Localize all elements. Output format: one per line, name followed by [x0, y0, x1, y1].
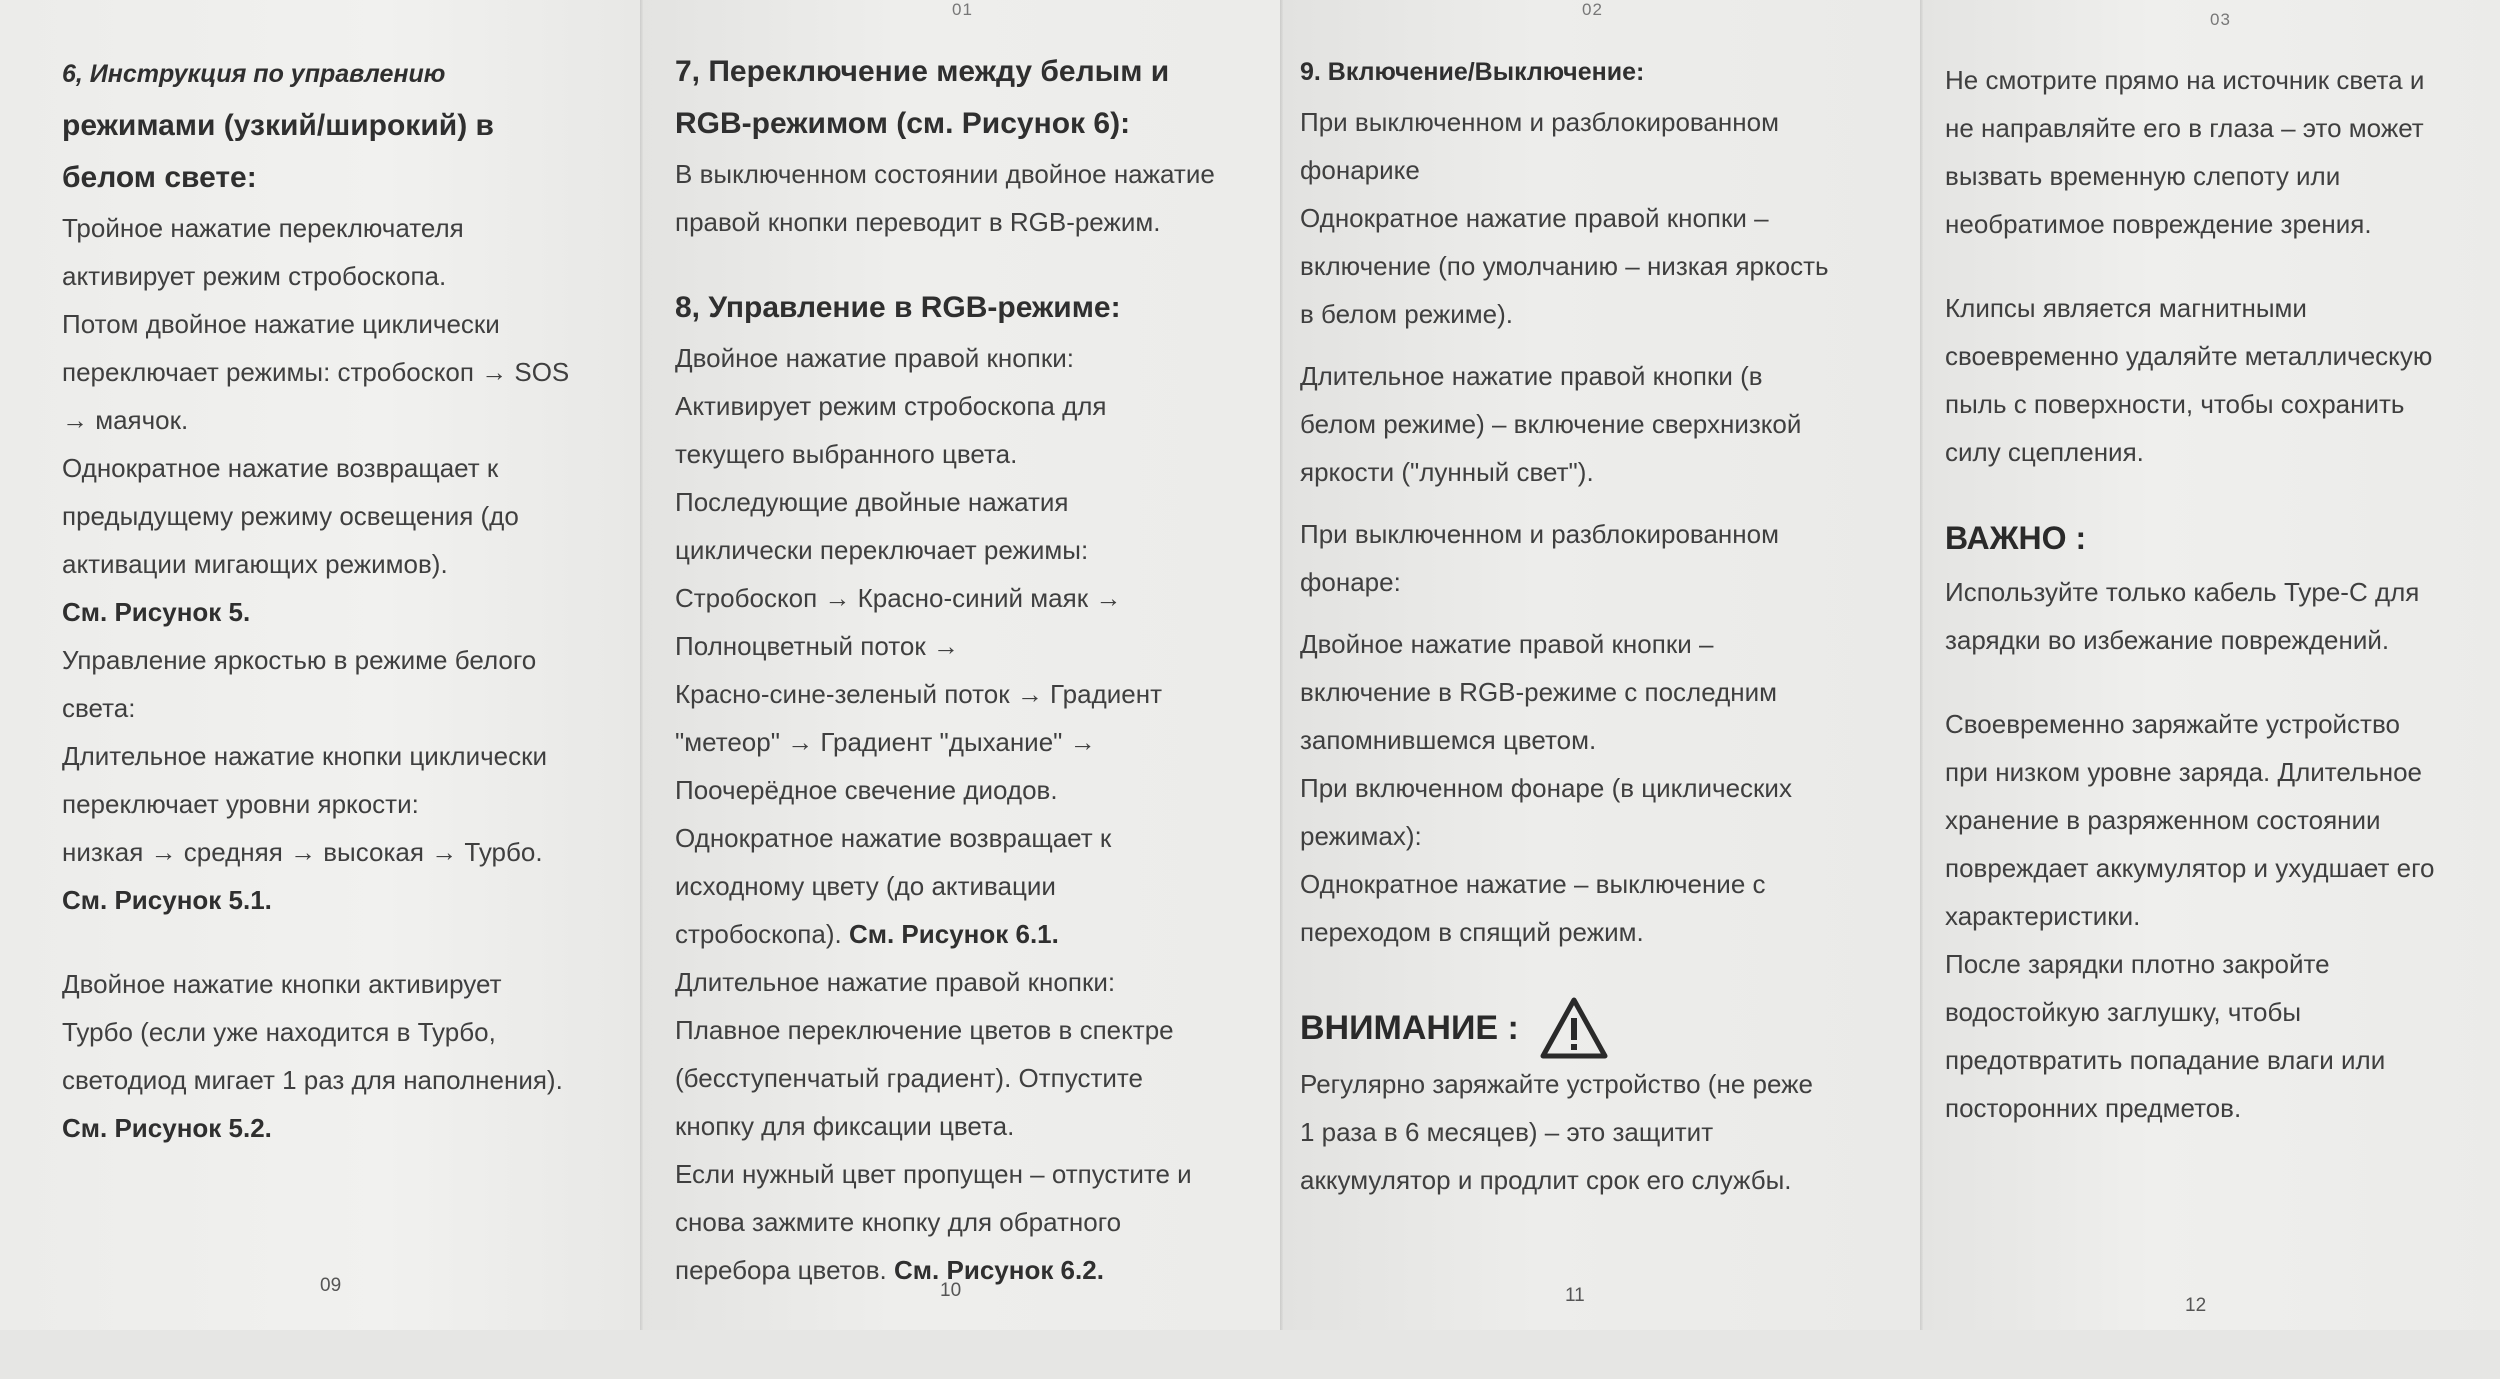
column-3 [1300, 46, 1910, 1204]
text-line: режимах): [1300, 821, 1422, 851]
text-line: вызвать временную слепоту или [1945, 161, 2341, 191]
text-line: необратимое повреждение зрения. [1945, 209, 2372, 239]
section-9-title: 9. Включение/Выключение: [1300, 58, 1645, 86]
fold-line [640, 0, 643, 1330]
fold-line [1280, 0, 1283, 1330]
text-line: циклически переключает режимы: [675, 535, 1089, 565]
section-6-title: белом свете: [62, 161, 257, 194]
text-line: Однократное нажатие возвращает к [675, 823, 1112, 853]
text-line: Длительное нажатие правой кнопки: [675, 967, 1116, 997]
text-line: света: [62, 693, 136, 723]
text-line: пыль с поверхности, чтобы сохранить [1945, 389, 2405, 419]
text-line: Красно-сине-зеленый поток → Градиент [675, 679, 1163, 709]
figure-reference: См. Рисунок 6.2. [894, 1255, 1104, 1285]
section-6-title: режимами (узкий/широкий) в [62, 109, 494, 142]
page-number: 11 [1565, 1285, 1585, 1306]
text-line: Клипсы является магнитными [1945, 293, 2307, 323]
text-line: яркости ("лунный свет"). [1300, 457, 1594, 487]
top-number: 02 [1582, 0, 1603, 19]
text-line: Плавное переключение цветов в спектре [675, 1015, 1174, 1045]
text-line: Потом двойное нажатие циклически [62, 309, 500, 339]
text-line: Тройное нажатие переключателя [62, 213, 464, 243]
figure-reference: См. Рисунок 5.1. [62, 885, 272, 915]
text-line: Однократное нажатие – выключение с [1300, 869, 1766, 899]
text-line: хранение в разряженном состоянии [1945, 805, 2381, 835]
text-line: При выключенном и разблокированном [1300, 519, 1779, 549]
text-line: при низком уровне заряда. Длительное [1945, 757, 2423, 787]
text-line: фонаре: [1300, 567, 1401, 597]
warning-heading [1300, 996, 1910, 1060]
text-segment: перебора цветов. [675, 1255, 887, 1285]
column-1 [62, 48, 632, 1152]
text-line: Управление яркостью в режиме белого [62, 645, 537, 675]
text-line: Активирует режим стробоскопа для [675, 391, 1107, 421]
warning-triangle-icon [1539, 996, 1609, 1060]
text-segment: стробоскопа). [675, 919, 842, 949]
text-line: характеристики. [1945, 901, 2141, 931]
warning-title: ВНИМАНИЕ : [1300, 1009, 1519, 1047]
text-line: предыдущему режиму освещения (до [62, 501, 519, 531]
text-line [675, 1246, 1275, 1294]
column-2 [675, 46, 1275, 1294]
text-line: низкая → средняя → высокая → Турбо. [62, 837, 543, 867]
text-line: После зарядки плотно закройте [1945, 949, 2330, 979]
text-line: При выключенном и разблокированном [1300, 107, 1779, 137]
text-line: Полноцветный поток → [675, 631, 959, 661]
text-line: 1 раза в 6 месяцев) – это защитит [1300, 1117, 1714, 1147]
top-number: 03 [2210, 10, 2231, 29]
text-line: Двойное нажатие правой кнопки – [1300, 629, 1714, 659]
text-line: Однократное нажатие возвращает к [62, 453, 499, 483]
text-line: Двойное нажатие кнопки активирует [62, 969, 502, 999]
figure-reference: См. Рисунок 5.2. [62, 1113, 272, 1143]
text-line: Не смотрите прямо на источник света и [1945, 65, 2425, 95]
page-number: 12 [2185, 1295, 2207, 1316]
section-7-title: RGB-режимом (см. Рисунок 6): [675, 107, 1131, 140]
text-line: Используйте только кабель Type-C для [1945, 577, 2420, 607]
text-line: белом режиме) – включение сверхнизкой [1300, 409, 1802, 439]
text-line: В выключенном состоянии двойное нажатие [675, 159, 1215, 189]
text-line: аккумулятор и продлит срок его службы. [1300, 1165, 1792, 1195]
section-6-title: 6, Инструкция по управлению [62, 60, 446, 88]
text-line: запомнившемся цветом. [1300, 725, 1597, 755]
text-line: переключает режимы: стробоскоп → SOS [62, 357, 570, 387]
text-line: → маячок. [62, 405, 189, 435]
fold-line [1920, 0, 1923, 1330]
text-line: Последующие двойные нажатия [675, 487, 1069, 517]
text-line: силу сцепления. [1945, 437, 2144, 467]
text-line: Однократное нажатие правой кнопки – [1300, 203, 1769, 233]
figure-reference: См. Рисунок 6.1. [848, 919, 1059, 949]
text-line: в белом режиме). [1300, 299, 1514, 329]
section-8-title: 8, Управление в RGB-режиме: [675, 291, 1121, 324]
text-line: светодиод мигает 1 раз для наполнения). [62, 1065, 563, 1095]
text-line: Длительное нажатие кнопки циклически [62, 741, 548, 771]
text-line: "метеор" → Градиент "дыхание" → [675, 727, 1096, 757]
text-line: исходному цвету (до активации [675, 871, 1056, 901]
page-number: 10 [940, 1280, 962, 1301]
text-line: Стробоскоп → Красно-синий маяк → [675, 583, 1122, 613]
text-line: включение в RGB-режиме с последним [1300, 677, 1778, 707]
page-number: 09 [320, 1275, 342, 1296]
column-4 [1945, 56, 2485, 1132]
text-line: Поочерёдное свечение диодов. [675, 775, 1058, 805]
text-line: водостойкую заглушку, чтобы [1945, 997, 2302, 1027]
text-line: кнопку для фиксации цвета. [675, 1111, 1015, 1141]
text-line: активации мигающих режимов). [62, 549, 448, 579]
text-line: предотвратить попадание влаги или [1945, 1045, 2386, 1075]
text-line: Если нужный цвет пропущен – отпустите и [675, 1159, 1192, 1189]
important-heading: ВАЖНО : [1945, 520, 2087, 556]
section-7-title: 7, Переключение между белым и [675, 55, 1170, 88]
text-line: правой кнопки переводит в RGB-режим. [675, 207, 1161, 237]
text-line: Длительное нажатие правой кнопки (в [1300, 361, 1763, 391]
figure-reference: См. Рисунок 5. [62, 597, 251, 627]
text-line: Регулярно заряжайте устройство (не реже [1300, 1069, 1813, 1099]
text-line: фонарике [1300, 155, 1420, 185]
top-number: 01 [952, 0, 973, 19]
text-line: не направляйте его в глаза – это может [1945, 113, 2424, 143]
text-line: зарядки во избежание повреждений. [1945, 625, 2390, 655]
text-line: Двойное нажатие правой кнопки: [675, 343, 1074, 373]
text-line: повреждает аккумулятор и ухудшает его [1945, 853, 2435, 883]
text-line: снова зажмите кнопку для обратного [675, 1207, 1122, 1237]
text-line: переключает уровни яркости: [62, 789, 419, 819]
text-line: Своевременно заряжайте устройство [1945, 709, 2400, 739]
text-line: активирует режим стробоскопа. [62, 261, 447, 291]
text-line: посторонних предметов. [1945, 1093, 2242, 1123]
text-line [675, 910, 1275, 958]
text-line: своевременно удаляйте металлическую [1945, 341, 2433, 371]
text-line: Турбо (если уже находится в Турбо, [62, 1017, 496, 1047]
text-line: включение (по умолчанию – низкая яркость [1300, 251, 1829, 281]
text-line: переходом в спящий режим. [1300, 917, 1644, 947]
text-line: При включенном фонаре (в циклических [1300, 773, 1792, 803]
text-line: текущего выбранного цвета. [675, 439, 1018, 469]
text-line: (бесступенчатый градиент). Отпустите [675, 1063, 1143, 1093]
